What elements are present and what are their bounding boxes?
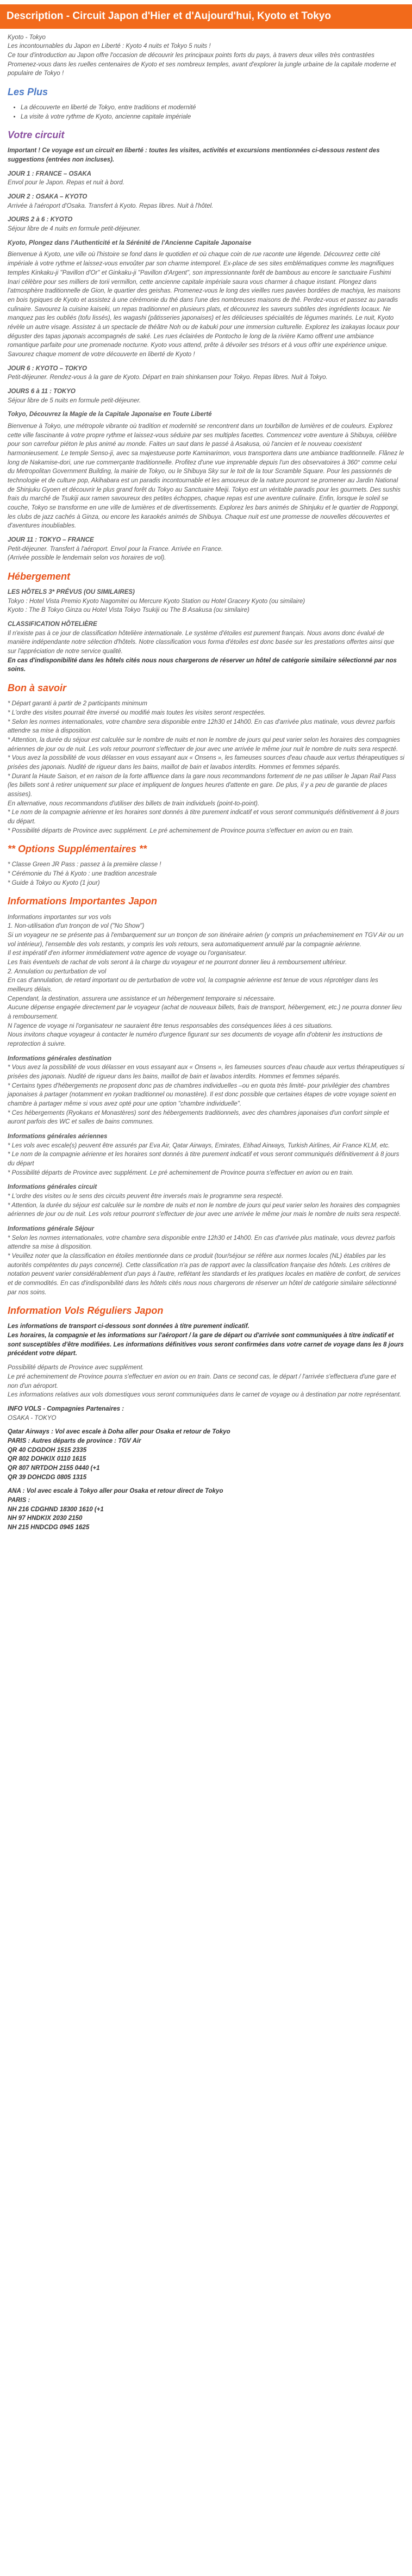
day-heading: JOUR 2 : OSAKA – KYOTO: [8, 194, 88, 201]
kyoto-text: Bienvenue à Kyoto, une ville où l'histoire se fond dans le quotidien et où chaque coin de rue raconte une légende. Découvrez cette cité impériale à votre rythme et laissez-vous envoûter par son charme intemporel. Ex-place de ses sites emblématiques comme les magnifiques temples Kinkaku-ji "Pavillon d'Or" et Ginkaku-ji "Pavillon d'Argent", son impressionnante forêt de bambous au encore le sanctuaire Fushimi Inari célèbre pour ses milliers de torii vermillon, cette ancienne capitale impériale saura vous charmer à chaque instant. Plongez dans l'atmosphère traditionnelle de Gion, le quartier des geishas. Promenez-vous le long des vieilles rues pavées bordées de machiya, les maisons en bois typiques de Kyoto et assistez à une cérémonie du thé dans l'une des nombreuses maisons de thé. Perdez-vous et passez au paradis culinaire. Savourez la cuisine kaiseki, un repas traditionnel en plusieurs plats, et découvrez les saveurs subtiles des ingrédients locaux. Ne manquez pas les oubliés (tofu lissés), les wagashi (pâtisseries japonaises) et les délicieuses spécialités de légumes marinés. Le nuit, Kyoto révèle un autre visage. Assistez à un spectacle de théâtre Noh ou de kabuki pour une immersion culturelle. Explorez les izakayas locaux pour déguster des tapas japonais accompagnés de saké. Les rues éclairées de Pontocho le long de la rivière Kamo offrent une ambiance romantique parfaite pour une promenade nocturne. Kyoto vous attend, prête à dévoiler ses trésors et à vous offrir une expérience unique. Savourez chaque moment de votre découverte en liberté de Kyoto !: [8, 251, 401, 358]
airline-heading: ANA : Vol avec escale à Tokyo aller pour Osaka et retour direct de Tokyo: [8, 1488, 223, 1495]
classification-text: Il n'existe pas à ce jour de classification hôtelière internationale. Le système d'étoiles est purement français. Nous avons donc évalué de manière indépendante notre sélection d'hôtels. Notre classification vous forma d'étoiles est donc basée sur les prestations offertes ainsi que sur l'appréciation de notre service qualité.: [8, 630, 395, 655]
info-line: 1. Non-utilisation d'un tronçon de vol ("No Show"): [8, 923, 145, 930]
intro-line: Kyoto - Tokyo: [8, 34, 46, 41]
info-line: * Les vols avec escale(s) peuvent être assurés par Eva Air, Qatar Airways, Emirates, Etihad Airways, Turkish Airlines, Air France KLM, etc.: [8, 1142, 390, 1149]
info-line: 2. Annulation ou perturbation de vol: [8, 968, 107, 975]
day-text: Arrivée à l'aéroport d'Osaka. Transfert à Kyoto. Repas libres. Nuit à l'hôtel.: [8, 202, 214, 209]
flight-line: PARIS :: [8, 1497, 30, 1504]
airline-heading: Qatar Airways : Vol avec escale à Doha aller pour Osaka et retour de Tokyo: [8, 1429, 230, 1436]
hotels-line: Tokyo : Hotel Vista Premio Kyoto Nagomitei ou Mercure Kyoto Station ou Hotel Gracery Kyoto (ou similaire): [8, 598, 305, 605]
day-text: Séjour libre de 5 nuits en formule petit-déjeuner.: [8, 397, 141, 404]
page-title: Description - Circuit Japon d'Hier et d'Aujourd'hui, Kyoto et Tokyo: [0, 4, 412, 29]
tokyo-heading: Tokyo, Découvrez la Magie de la Capitale Japonaise en Toute Liberté: [8, 411, 212, 418]
vols-bold: Les horaires, la compagnie et les informations sur l'aéroport / la gare de départ ou d'arrivée sont communiquées à titre indicatif et sont susceptibles d'être modifiées. Les informations définitives vous seront confirmées dans votre carnet de voyage dans les 8 jours précédent votre départ.: [8, 1332, 404, 1357]
info-line: * Attention, la durée du séjour est calculée sur le nombre de nuits et non le nombre de jours qui peut varier selon les horaires des compagnies aériennes de jour ou de nuit. Les vols retour pourront s'effectuer de jour avec une arrivée le même jour mais le nombre de nuits sera respecté.: [8, 1202, 401, 1218]
circuit-important: Important ! Ce voyage est un circuit en liberté : toutes les visites, activités et excursions mentionnées ci-dessous restent des suggestions (entrées non incluses).: [8, 147, 380, 164]
hotels-heading: LES HÔTELS 3* PRÉVUS (OU SIMILAIRES): [8, 589, 135, 596]
flight-line: QR 39 DOHCDG 0805 1315: [8, 1474, 87, 1481]
circuit-heading: Votre circuit: [8, 129, 65, 141]
tokyo-text: Bienvenue à Tokyo, une métropole vibrante où tradition et modernité se rencontrent dans un tourbillon de lumières et de couleurs. Explorez cette ville fascinante à votre propre rythme et laissez-vous séduire par ses multiples facettes. Commencez votre aventure à Shibuya, célèbre pour son carrefour piéton le plus animé au monde. Faites un saut dans le passé à Asakusa, où l'ancien et le nouveau coexistent harmonieusement. Le temple Senso-ji, avec sa majestueuse porte Kaminarimon, vous transportera dans une ambiance traditionnelle. Flânez le long de Nakamise-dori, une rue commerçante traditionnelle. Profitez d'une vue imprenable depuis l'un des observatoires à 360° comme celui du Metropolitan Government Building, la mairie de Tokyo, ou le Shibuya Sky sur le toit de la tour Scramble Square. Pour les passionnés de technologie et de culture pop, Akihabara est un paradis incontournable et les amoureux de la nature pourront se promener au Jardin National de Shinjuku Gyoen et découvrir le plus grand forêt du Tokyo au Sanctuaire Meiji. Tokyo est un véritable paradis pour les gourmets. Des sushis frais du marché de Tsukiji aux ramen savoureux des petites échoppes, chaque repas est une aventure culinaire. Enfin, lorsque le soleil se couche, Tokyo se transforme en une ville de lumières et de divertissements. Explorez les bars animés de Shinjuku et le quartier de Roppongi, les clubs de jazz cachés à Ginza, ou encore les karaokés animés de Shibuya. Chaque nuit est une promesse de nouvelles découvertes et d'aventures inoubliables.: [8, 423, 404, 530]
flight-line: QR 802 DOHKIX 0110 1615: [8, 1456, 86, 1463]
day-heading: JOUR 11 : TOKYO – FRANCE: [8, 536, 94, 543]
list-item: • La visite à votre rythme de Kyoto, ancienne capitale impériale: [21, 113, 404, 122]
vols-heading: Information Vols Réguliers Japon: [8, 1305, 164, 1317]
hotels-line: Kyoto : The B Tokyo Ginza ou Hotel Vista Tokyo Tsukiji ou The B Asakusa (ou similaire): [8, 607, 249, 614]
intro: [8, 33, 404, 78]
info-line: En cas d'annulation, de retard important ou de perturbation de votre vol, la compagnie aérienne est tenue de vous réprotéger dans les meilleurs délais.: [8, 977, 378, 993]
list-item: * Attention, la durée du séjour est calculée sur le nombre de nuits et non le nombre de jours qui peut varier selon les horaires des compagnies aériennes de jour ou de nuit. Les vols retour pourront s'effectuer de jour avec une arrivée le même jour nuit le nombre de nuits sera respecté.: [8, 736, 400, 753]
vols-note: Les informations relatives aux vols domestiques vous seront communiquées dans le carnet de voyage ou à destination par notre représentant.: [8, 1392, 402, 1399]
vols-route: OSAKA - TOKYO: [8, 1414, 57, 1422]
info-line: * Ces hébergements (Ryokans et Monastères) sont des hébergements traditionnels, avec des chambres japonaises d'un confort simple et auront parfois des WC et salles de bains communes.: [8, 1109, 389, 1126]
day-text: (Arrivée possible le lendemain selon vos horaires de vol).: [8, 555, 166, 562]
day-heading: JOURS 6 à 11 : TOKYO: [8, 388, 76, 395]
info-line: Cependant, la destination, assurera une assistance et un hébergement temporaire si nécessaire.: [8, 995, 276, 1002]
info-line: Nous invitons chaque voyageur à contacter le numéro d'urgence figurant sur ses documents de voyage afin d'obtenir les instructions de reprotection à suivre.: [8, 1032, 383, 1047]
list-item: * Classe Green JR Pass : passez à la première classe !: [8, 861, 161, 868]
info-line: * Veuillez noter que la classification en étoiles mentionnée dans ce produit (tour/séjour se réfère aux normes locales (NL) établies par les autorités compétentes du pays concerné). Cette classification n'a pas de rapport avec la classification française des hôtels. Les critères de notation peuvent varier considérablement d'un pays à l'autre, reflétant les standards et les pratiques locales en matière de confort, de services et de commodités. En cas d'indisponibilité dans les hôtels cités nous nous chargerons de réserver un hôtel de catégorie similaire sélectionné par nos soins.: [8, 1253, 401, 1296]
plus-heading: Les Plus: [8, 86, 48, 97]
day-heading: JOUR 1 : FRANCE – OSAKA: [8, 170, 91, 177]
info-line: Les frais éventuels de rachat de vols seront à la charge du voyageur et ne pourront donner lieu à remboursement ultérieur.: [8, 959, 347, 966]
info-line: * L'ordre des visites ou le sens des circuits peuvent être inversés mais le programme sera respecté.: [8, 1193, 284, 1200]
bon-heading: Bon à savoir: [8, 682, 67, 694]
day-text: Envol pour le Japon. Repas et nuit à bord.: [8, 179, 124, 187]
info-subheading: Informations générales aériennes: [8, 1133, 108, 1140]
list-item: * Vous avez la possibilité de vous délasser en vous essayant aux « Onsens », les fameuses sources d'eau chaude aux vertus thérapeutiques si prisées des japonais. Nudité de rigueur dans les bains, maillot de bain et lavabos interdits. Hommes et femmes séparés.: [8, 755, 404, 771]
vols-bold: Les informations de transport ci-dessous sont données à titre purement indicatif.: [8, 1323, 249, 1330]
day-text: Séjour libre de 4 nuits en formule petit-déjeuner.: [8, 226, 141, 233]
day-heading: JOURS 2 à 6 : KYOTO: [8, 216, 73, 224]
list-item: * L'ordre des visites pourrait être inversé ou modifié mais toutes les visites seront respectées.: [8, 709, 266, 716]
flight-line: NH 216 CDGHND 18300 1610 (+1: [8, 1506, 104, 1513]
list-item: * Selon les normes internationales, votre chambre sera disponible entre 12h30 et 14h00. En cas d'arrivée plus matinale, vous devrez parfois attendre sa mise à disposition.: [8, 718, 396, 735]
flight-line: NH 97 HNDKIX 2030 2150: [8, 1515, 83, 1522]
bon-list: [8, 699, 404, 835]
vols-list-heading: INFO VOLS - Compagnies Partenaires :: [8, 1405, 124, 1412]
info-heading: Informations Importantes Japon: [8, 896, 158, 907]
content: [0, 33, 412, 1548]
plus-list: [8, 103, 404, 121]
list-item: En alternative, nous recommandons d'utiliser des billets de train individuels (point-to-point).: [8, 800, 260, 807]
info-line: N l'agence de voyage ni l'organisateur ne sauraient être tenus responsables des conséquences liées à ces situations.: [8, 1022, 333, 1029]
info-line: Aucune dépense engagée directement par le voyageur (achat de nouveaux billets, frais de transport, hébergement, etc.) ne pourra donner lieu à remboursement.: [8, 1004, 402, 1020]
info-subheading: Informations générale Séjour: [8, 1226, 95, 1232]
info-line: Informations importantes sur vos vols: [8, 914, 111, 921]
flight-line: NH 215 HNDCDG 0945 1625: [8, 1524, 90, 1531]
list-item: * Départ garanti à partir de 2 participants minimum: [8, 700, 147, 707]
day-text: Petit-déjeuner. Rendez-vous à la gare de Kyoto. Départ en train shinkansen pour Tokyo. Repas libres. Nuit à Tokyo.: [8, 374, 328, 381]
kyoto-heading: Kyoto, Plongez dans l'Authenticité et la Sérénité de l'Ancienne Capitale Japonaise: [8, 239, 252, 246]
list-item: * Possibilité départs de Province avec supplément. Le pré acheminement de Province pourra s'effectuer en avion ou en train.: [8, 827, 354, 834]
info-line: * Selon les normes internationales, votre chambre sera disponible entre 12h30 et 14h00. En cas d'arrivée plus matinale, vous devrez parfois attendre sa mise à disposition.: [8, 1234, 396, 1251]
vols-note: Possibilité départs de Province avec supplément.: [8, 1364, 144, 1371]
info-line: Il est impératif d'en informer immédiatement votre agence de voyage ou l'organisateur.: [8, 950, 247, 957]
list-item: * Guide à Tokyo ou Kyoto (1 jour): [8, 879, 100, 886]
list-item: * Cérémonie du Thé à Kyoto : une tradition ancestrale: [8, 871, 157, 878]
info-line: * Le nom de la compagnie aérienne et les horaires sont donnés à titre purement indicatif et vous seront communiqués définitivement à 8 jours du départ: [8, 1151, 399, 1167]
classification-heading: CLASSIFICATION HÔTELIÈRE: [8, 621, 97, 628]
info-subheading: Informations générales circuit: [8, 1184, 97, 1191]
options-list: [8, 860, 404, 887]
info-line: * Possibilité départs de Province avec supplément. Le pré acheminement de Province pourra s'effectuer en avion ou en train.: [8, 1169, 354, 1176]
info-line: Si un voyageur ne se présente pas à l'embarquement sur un tronçon de son itinéraire aérien (y compris un préacheminement en TGV Air ou un vol intérieur), l'ensemble des vols restants, y compris les vols retours, sera automatiquement annulé par la compagnie aérienne.: [8, 932, 404, 948]
flight-line: PARIS : Autres départs de province : TGV Air: [8, 1437, 141, 1444]
info-line: * Certains types d'hébergements ne proposent donc pas de chambres individuelles –ou en quota très limité- pour privilégier des chambres japonaises à partager (notamment en ryokan traditionnel ou monastère). Il est donc possible que certaines étapes de votre voyage soient en chambre à partager même si vous avez opté pour une option "chambre individuelle".: [8, 1082, 396, 1107]
info-line: * Vous avez la possibilité de vous délasser en vous essayant aux « Onsens », les fameuses sources d'eau chaude aux vertus thérapeutiques si prisées des japonais. Nudité de rigueur dans les bains, maillot de bain et lavabos interdits. Hommes et femmes séparés.: [8, 1064, 404, 1080]
info-block: [8, 913, 404, 1049]
flight-line: QR 40 CDGDOH 1515 2335: [8, 1447, 87, 1454]
info-subheading: Informations générales destination: [8, 1055, 112, 1062]
day-text: Petit-déjeuner. Transfert à l'aéroport. Envol pour la France. Arrivée en France.: [8, 545, 223, 553]
options-heading: ** Options Supplémentaires **: [8, 843, 147, 855]
vols-note: Le pré acheminement de Province pourra s'effectuer en avion ou en train. Dans ce second cas, le départ / l'arrivée s'effectuera d'une gare et non d'un aéroport.: [8, 1373, 396, 1389]
list-item: * Durant la Haute Saison, et en raison de la forte affluence dans la gare nous recommandons fortement de ne pas utiliser le Japan Rail Pass (les billets sont à retirer uniquement sur place et impliquent de longues heures d'attente en gare. De plus, il y a peu de garantie de places assises).: [8, 773, 396, 798]
intro-line: Ce tour d'introduction au Japon offre l'occasion de découvrir les principaux points forts du pays, à travers deux villes très contrastées Promenez-vous dans les ruelles centenaires de Kyoto et ses nombreux temples, avant d'explorer la jungle urbaine de la capitale moderne et populaire de Tokyo !: [8, 52, 396, 77]
hebergement-heading: Hébergement: [8, 570, 71, 582]
list-item: * Le nom de la compagnie aérienne et les horaires sont donnés à titre purement indicatif et vous seront communiqués définitivement à 8 jours du départ.: [8, 809, 399, 825]
classification-note: En cas d'indisponibilité dans les hôtels cités nous nous chargerons de réserver un hôtel de catégorie similaire sélectionné par nos soins.: [8, 657, 397, 673]
flight-line: QR 807 NRTDOH 2155 0440 (+1: [8, 1464, 100, 1472]
day-heading: JOUR 6 : KYOTO – TOKYO: [8, 365, 87, 372]
list-item: • La découverte en liberté de Tokyo, entre traditions et modernité: [21, 103, 404, 113]
intro-line: Les incontournables du Japon en Liberté : Kyoto 4 nuits et Tokyo 5 nuits !: [8, 43, 211, 50]
